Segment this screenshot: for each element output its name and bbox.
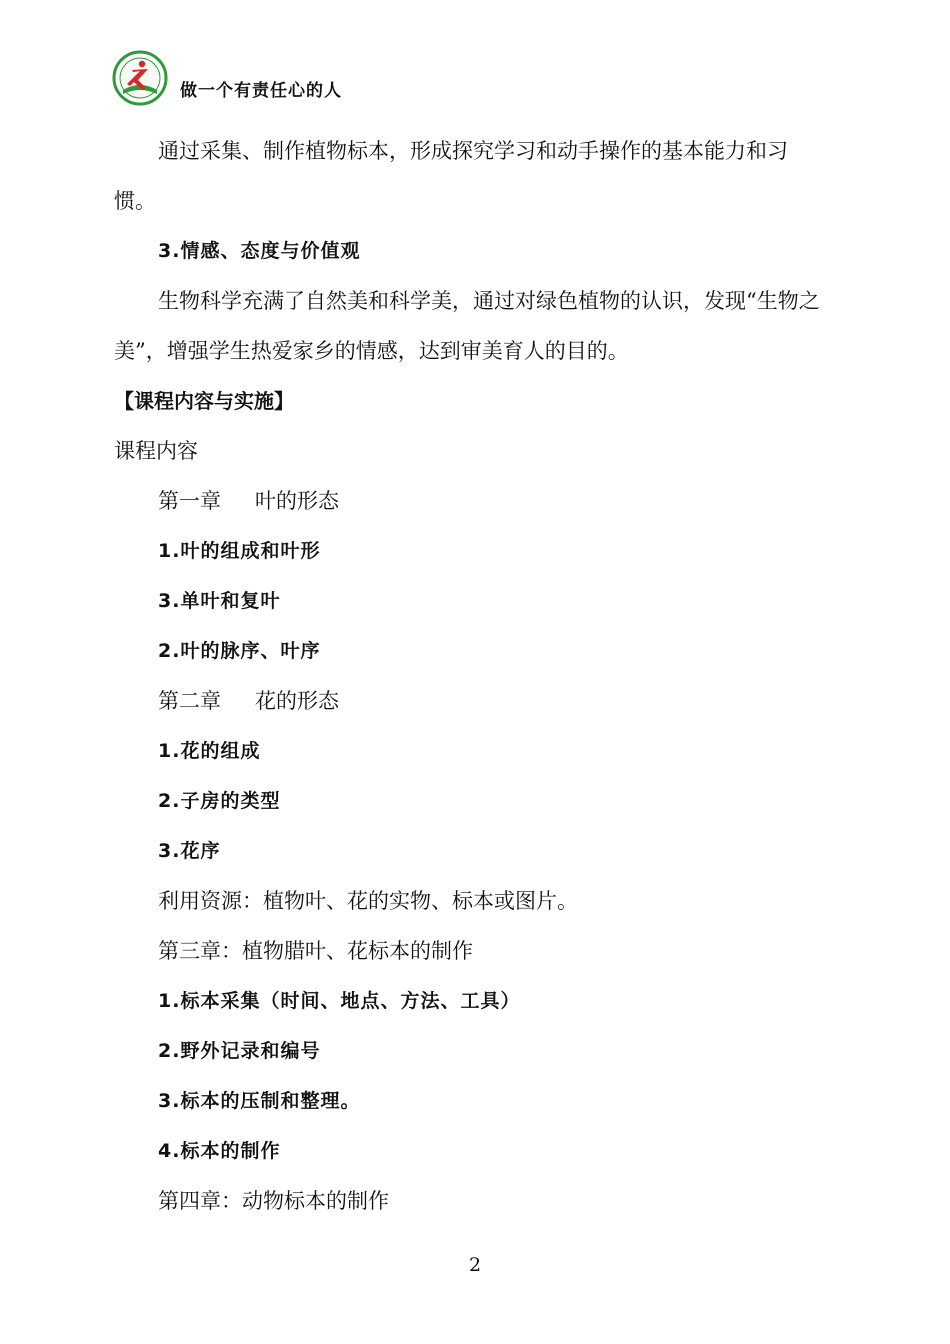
chapter-2-item: 2.子房的类型 (158, 790, 281, 812)
chapter-1-item: 3.单叶和复叶 (158, 590, 281, 612)
chapter-2-title: 花的形态 (255, 689, 339, 713)
chapter-1-number: 第一章 (158, 489, 221, 513)
chapter-1-title: 叶的形态 (255, 489, 339, 513)
chapter-3-item: 2.野外记录和编号 (158, 1040, 321, 1062)
chapter-3-item: 4.标本的制作 (158, 1140, 281, 1162)
chapter-4-heading: 第四章：动物标本的制作 (158, 1189, 389, 1213)
chapter-3-item: 3.标本的压制和整理。 (158, 1090, 361, 1112)
chapter-2-heading (114, 676, 824, 726)
chapter-3-item: 1.标本采集（时间、地点、方法、工具） (158, 990, 521, 1012)
page-number: 2 (468, 1254, 482, 1276)
section-title: 【课程内容与实施】 (114, 389, 294, 413)
paragraph-values: 生物科学充满了自然美和科学美，通过对绿色植物的认识，发现“生物之美”，增强学生热爱家乡的情感，达到审美育人的目的。 (114, 289, 820, 363)
document-body (114, 126, 824, 1226)
chapter-2-item: 3.花序 (158, 840, 221, 862)
course-content-label: 课程内容 (114, 439, 198, 463)
chapter-1-item: 2.叶的脉序、叶序 (158, 640, 321, 662)
chapter-1-heading (114, 476, 824, 526)
chapter-1-item: 1.叶的组成和叶形 (158, 540, 321, 562)
resources-line: 利用资源：植物叶、花的实物、标本或图片。 (158, 889, 578, 913)
chapter-3-heading: 第三章：植物腊叶、花标本的制作 (158, 939, 473, 963)
page-header (112, 50, 342, 106)
heading-values: 3.情感、态度与价值观 (158, 240, 361, 262)
school-logo (112, 50, 168, 106)
school-motto: 做一个有责任心的人 (180, 80, 342, 101)
chapter-2-number: 第二章 (158, 689, 221, 713)
chapter-2-item: 1.花的组成 (158, 740, 261, 762)
paragraph-skill: 通过采集、制作植物标本，形成探究学习和动手操作的基本能力和习惯。 (114, 139, 788, 213)
